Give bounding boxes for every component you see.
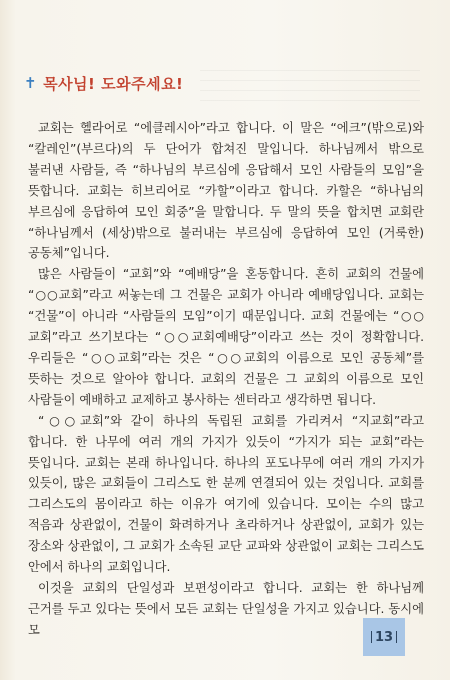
paragraph-3: “○○교회”와 같이 하나의 독립된 교회를 가리켜서 “지교회”라고 합니다. 한 나무에 여러 개의 가지가 있듯이 “가지가 되는 교회”라는 뜻입니다. 교회는 본래 하나입니다. 하나의 포도나무에 여러 개의 가지가 있듯이, 많은 교회들이 그리스도 한 분께 연결되어 있는 것입니다. 교회를 그리스도의 몸이라고 하는 이유가 여기에 있습니다. 모이는 수의 많고 적음과 상관없이, 건물이 화려하거나 초라하거나 상관없이, 교회가 있는 장소와 상관없이, 그 교회가 소속된 교단 교파와 상관없이 교회는 그리스도 안에서 하나의 교회입니다. [28, 413, 424, 575]
paragraph-4: 이것을 교회의 단일성과 보편성이라고 합니다. 교회는 한 하나님께 근거를 두고 있다는 뜻에서 모든 교회는 단일성을 가지고 있습니다. 동시에 모 [28, 580, 424, 637]
bleed-through-text [200, 70, 420, 110]
divider [396, 631, 397, 643]
page-number: 13 [374, 629, 394, 645]
section-heading [24, 73, 183, 93]
divider [371, 631, 372, 643]
section-heading-text: 목사님! 도와주세요! [43, 74, 184, 93]
paragraph-1: 교회는 헬라어로 “에클레시아”라고 합니다. 이 말은 “에크”(밖으로)와 “칼레인”(부르다)의 두 단어가 합쳐진 말입니다. 하나님께서 밖으로 불러낸 사람들, 즉 “하나님의 부르심에 응답해서 모인 사람들의 모임”을 뜻합니다. 교회는 히브리어로 “카할”이라고 합니다. 카할은 “하나님의 부르심에 응답하여 모인 회중”을 말합니다. 두 말의 뜻을 합치면 교회란 “하나님께서 (세상)밖으로 불러내는 부르심에 응답하여 모인 (거룩한) 공동체”입니다. [28, 121, 424, 261]
body-text [28, 118, 424, 641]
paragraph-2: 많은 사람들이 “교회”와 “예배당”을 혼동합니다. 흔히 교회의 건물에 “○○교회”라고 써놓는데 그 건물은 교회가 아니라 예배당입니다. 교회는 “건물”이 아니라 “사람들의 모임”이기 때문입니다. 교회 건물에는 “○○교회”라고 쓰기보다는 “○○교회예배당”이라고 쓰는 것이 정확합니다. 우리들은 “○○교회”라는 것은 “○○교회의 이름으로 모인 공동체”를 뜻하는 것으로 알아야 합니다. 교회의 건물은 그 교회의 이름으로 모인 사람들이 예배하고 교제하고 봉사하는 센터라고 생각하면 됩니다. [28, 267, 424, 407]
cross-icon: ✝ [24, 74, 38, 92]
page-number-tab [363, 618, 405, 656]
